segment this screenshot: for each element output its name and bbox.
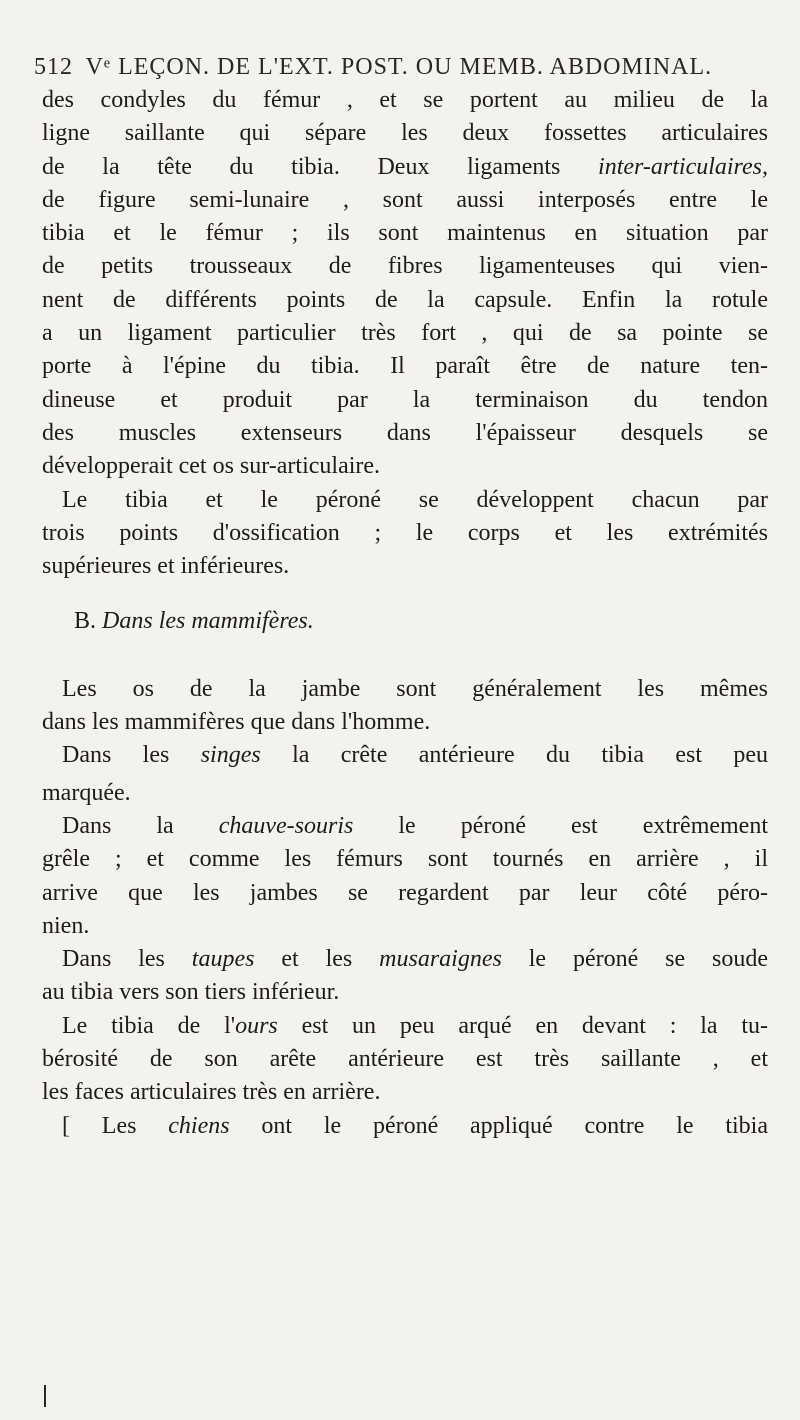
text-line: bérosité de son arête antérieure est très saillante , et (42, 1046, 768, 1073)
section-heading (42, 605, 768, 638)
text-line: développerait cet os sur-articulaire. (42, 453, 381, 480)
text-line: nien. (42, 912, 90, 939)
text-line: trois points d'ossification ; le corps et les extrémités (42, 519, 768, 546)
text-run: est un peu arqué en devant : la tu- (301, 1012, 768, 1039)
italic-term: musaraignes (379, 946, 502, 973)
text-run: Dans la (62, 812, 174, 839)
text-line (42, 943, 768, 976)
text-line: des condyles du fémur , et se portent au milieu de la (42, 87, 768, 113)
text-line: tibia et le fémur ; ils sont maintenus en situation par (42, 220, 768, 247)
text-line: nent de différents points de la capsule. Enfin la rotule (42, 286, 768, 313)
text-line: ligne saillante qui sépare les deux fossettes articulaires (42, 120, 768, 147)
text-run: [ Les (62, 1112, 137, 1139)
text-line (42, 810, 768, 843)
text-line: de figure semi-lunaire , sont aussi interposés entre le (42, 186, 768, 213)
text-run: le péroné est extrêmement (398, 812, 768, 839)
text-run: et les (281, 946, 353, 973)
text-run: Dans les (62, 946, 165, 973)
text-line: arrive que les jambes se regardent par leur côté péro- (42, 879, 768, 906)
running-header (34, 54, 774, 81)
text-line (42, 151, 768, 184)
text-run: ont le péroné appliqué contre le tibia (261, 1112, 768, 1139)
text-line: marquée. (42, 779, 131, 806)
italic-term: singes (200, 742, 261, 769)
section-title: Dans les mammifères. (102, 608, 314, 635)
text-line: grêle ; et comme les fémurs sont tournés en arrière , il (42, 846, 768, 873)
italic-term: chiens (168, 1112, 230, 1139)
text-run: Dans les (62, 742, 170, 769)
text-line: dans les mammifères que dans l'homme. (42, 709, 431, 736)
text-line: de petits trousseaux de fibres ligamenteuses qui vien- (42, 253, 768, 280)
page-number: 512 (34, 54, 73, 80)
text-run: le péroné se soude (528, 946, 769, 973)
text-line: porte à l'épine du tibia. Il paraît être de nature ten- (42, 353, 768, 380)
text-run: Le tibia de l' (62, 1012, 236, 1039)
text-line: les faces articulaires très en arrière. (42, 1079, 381, 1106)
text-line: supérieures et inférieures. (42, 553, 290, 580)
text-line: Le tibia et le péroné se développent chacun par (62, 486, 768, 513)
text-run: la crête antérieure du tibia est peu (292, 742, 769, 769)
text-line: au tibia vers son tiers inférieur. (42, 979, 340, 1006)
body-text (42, 84, 768, 1143)
bracket-mark (44, 1385, 46, 1407)
italic-term: ours (235, 1012, 278, 1039)
text-line: dineuse et produit par la terminaison du tendon (42, 386, 768, 413)
italic-term: chauve-souris (218, 812, 354, 839)
text-line: Les os de la jambe sont généralement les mêmes (62, 675, 768, 702)
text-line (42, 1010, 768, 1043)
running-title: Vᵉ LEÇON. DE L'EXT. POST. OU MEMB. ABDOMINAL. (85, 54, 713, 80)
text-line: des muscles extenseurs dans l'épaisseur desquels se (42, 419, 768, 446)
italic-term: taupes (191, 946, 255, 973)
text-line (42, 1110, 768, 1143)
text-run: de la tête du tibia. Deux ligaments (42, 153, 561, 180)
text-line (42, 739, 768, 772)
italic-term: inter-articulaires, (598, 153, 768, 180)
text-line: a un ligament particulier très fort , qui de sa pointe se (42, 320, 768, 347)
section-label: B. (74, 608, 97, 635)
